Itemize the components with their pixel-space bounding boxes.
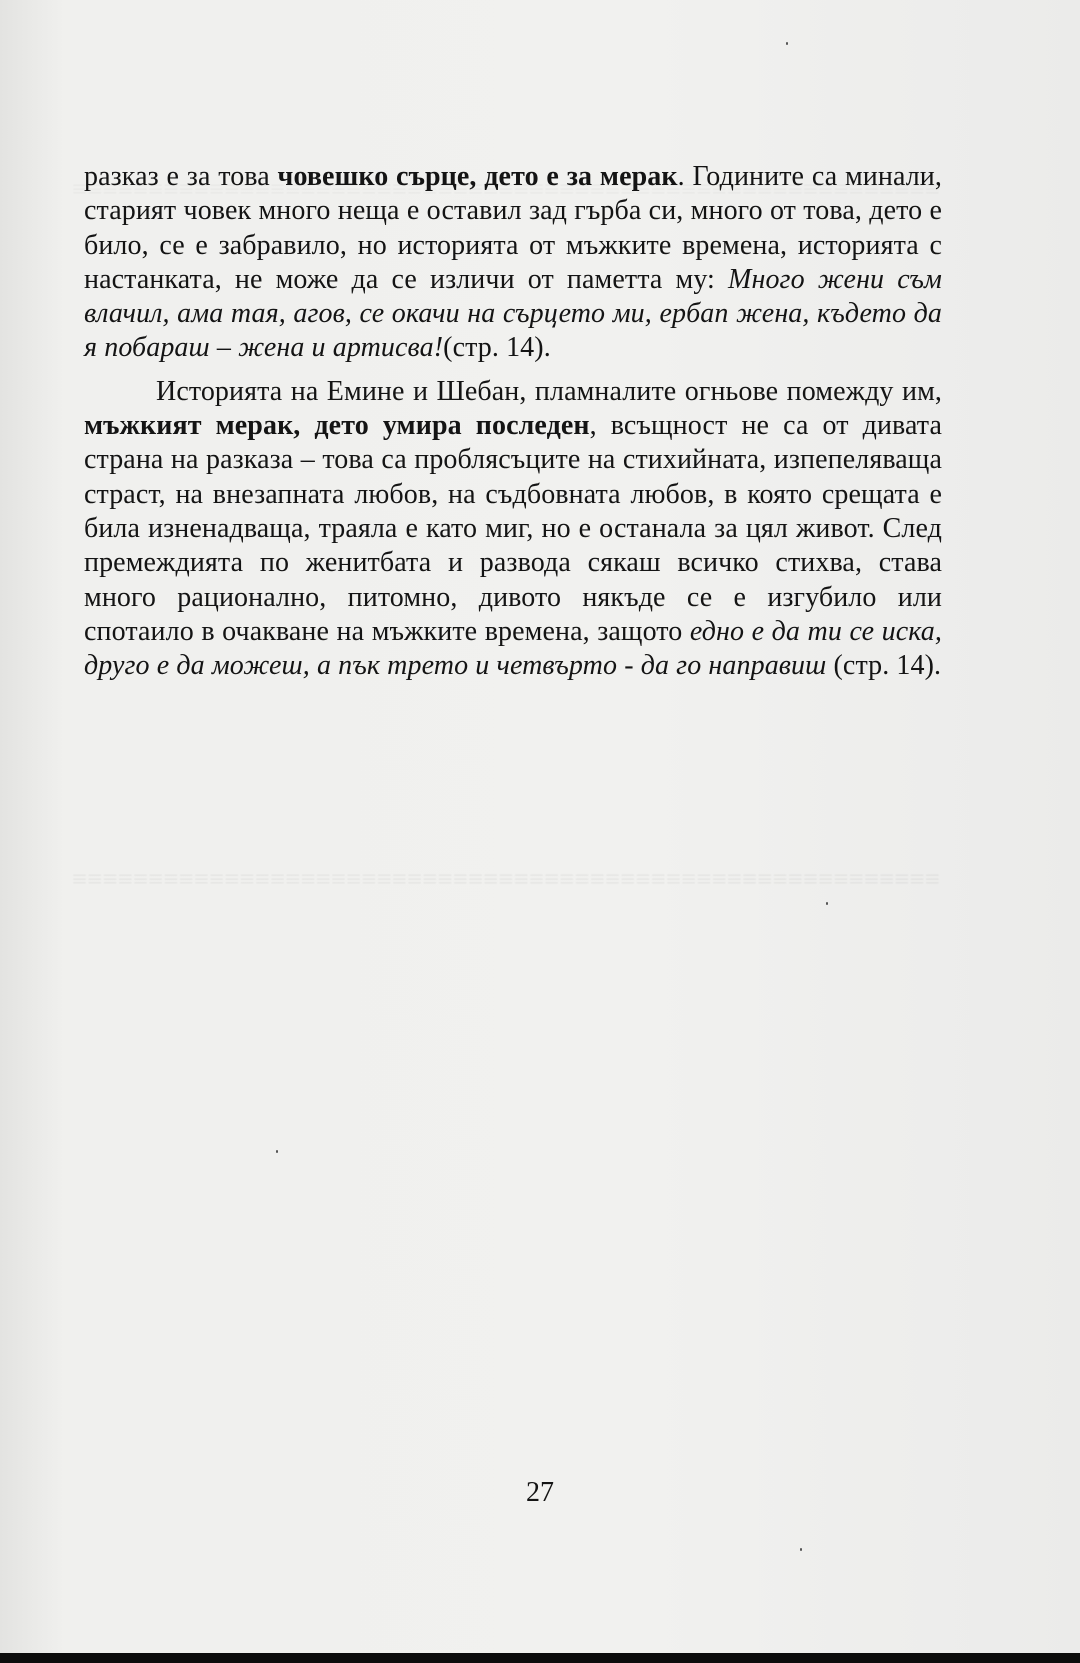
text-segment: разказ е за това — [84, 161, 278, 192]
paper-speck — [276, 1150, 278, 1153]
text-segment: , всъщност не са от дивата страна на разказа – това са проблясъците на стихийната, изпепеляваща страст, на внезапната любов, на съдбовната любов, в която срещата е била изненадваща, траяла е като миг, но е останала за цял живот. След премеждията по женитбата и развода сякаш всичко стихва, става много рационално, питомно, дивото някъде се е изгубило или спотаило в очакване на мъжките времена, защото — [84, 410, 942, 647]
scan-edge — [0, 1653, 1080, 1663]
text-segment: човешко сърце, дето е за мерак — [277, 161, 678, 192]
text-segment: (стр. 14). — [826, 650, 942, 682]
text-segment: мъжкият мерак, дето умира последен — [84, 410, 590, 442]
text-segment: едно е да ти се иска, друго е да можеш, а пък трето и четвърто - да го направиш — [84, 615, 943, 682]
bleed-through-text: ≡≡≡≡≡≡≡≡≡≡≡≡≡≡≡≡≡≡≡≡≡≡≡≡≡≡≡≡≡≡≡≡≡≡≡≡≡≡≡≡≡≡≡≡≡≡≡≡≡≡≡≡≡≡≡≡≡ — [72, 864, 940, 894]
text-segment: Много жени съм влачил, ама тая, агов, се окачи на сърцето ми, ербап жена, където да я побараш – жена и артисва! — [84, 263, 943, 364]
text-segment: Историята на Емине и Шебан, пламналите огньове помежду им, — [156, 375, 942, 407]
paper-speck — [800, 1548, 802, 1551]
paragraph-2 — [84, 375, 942, 684]
paragraph-1 — [84, 160, 942, 366]
body-text — [84, 160, 942, 683]
text-segment: (стр. 14). — [443, 332, 551, 364]
text-segment: . Годините са минали, старият човек много неща е оставил зад гърба си, много от това, дето е било, се е забравило, но историята от мъжките времена, историята с настанката, не може да се изличи от паметта му: — [84, 161, 942, 295]
paper-speck — [786, 42, 788, 45]
paper-speck — [826, 902, 828, 905]
page-number: 27 — [526, 1477, 554, 1508]
